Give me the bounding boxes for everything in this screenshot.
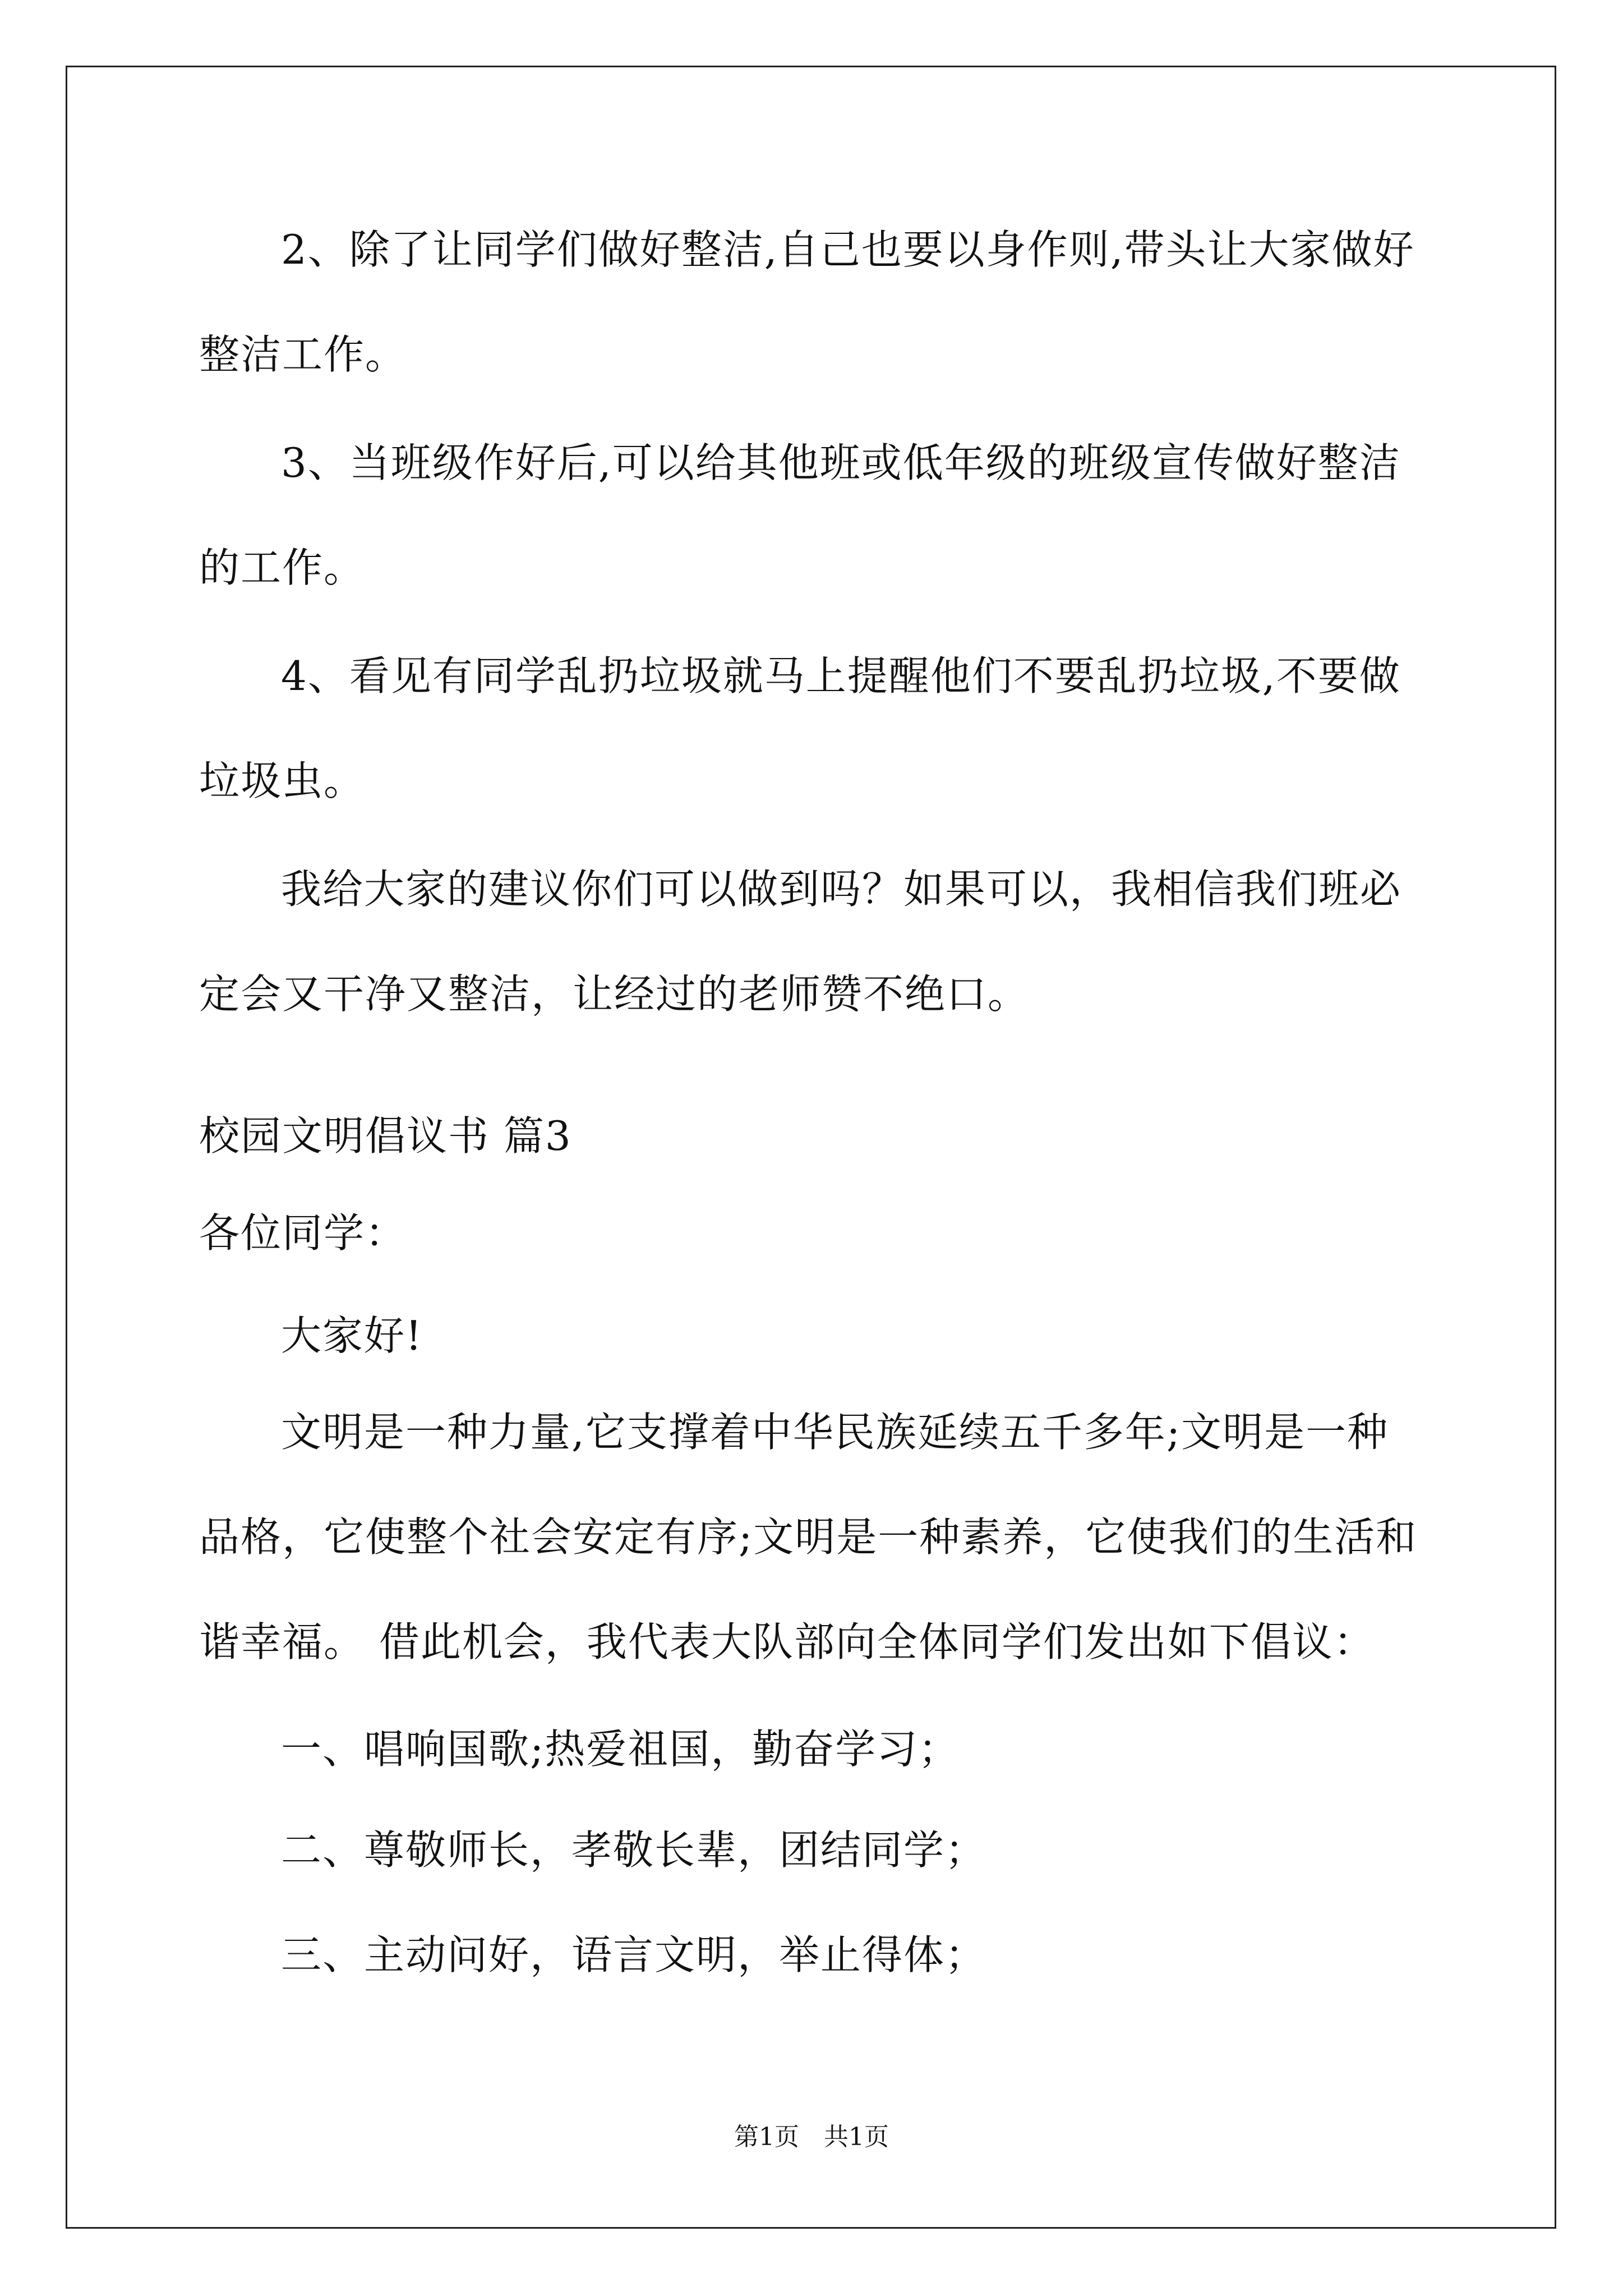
section-title: 校园文明倡议书 篇3 — [199, 1112, 572, 1159]
proposal-item-2: 二、尊敬师长，孝敬长辈，团结同学； — [281, 1826, 987, 1874]
paragraph-item-3: 3、当班级作好后,可以给其他班或低年级的班级宣传做好整洁的工作。 — [199, 439, 1401, 591]
page-footer: 第1页 共1页 — [734, 2123, 889, 2151]
paragraph-item-2: 2、除了让同学们做好整洁,自己也要以身作则,带头让大家做好整洁工作。 — [199, 226, 1415, 378]
proposal-item-1: 一、唱响国歌;热爱祖国，勤奋学习； — [281, 1726, 960, 1773]
paragraph-item-4: 4、看见有同学乱扔垃圾就马上提醒他们不要乱扔垃圾,不要做垃圾虫。 — [199, 652, 1401, 804]
salutation: 各位同学： — [199, 1209, 407, 1257]
greeting: 大家好! — [281, 1312, 423, 1359]
closing-paragraph: 我给大家的建议你们可以做到吗？如果可以，我相信我们班必定会又干净又整洁，让经过的老师赞不绝口。 — [199, 866, 1402, 1018]
proposal-item-3: 三、主动问好，语言文明，举止得体； — [281, 1931, 987, 1978]
body-paragraph: 文明是一种力量,它支撑着中华民族延续五千多年;文明是一种品格，它使整个社会安定有序;文明是一种素养，它使我们的生活和谐幸福。 借此机会，我代表大队部向全体同学们发出如下倡议： — [199, 1409, 1418, 1665]
